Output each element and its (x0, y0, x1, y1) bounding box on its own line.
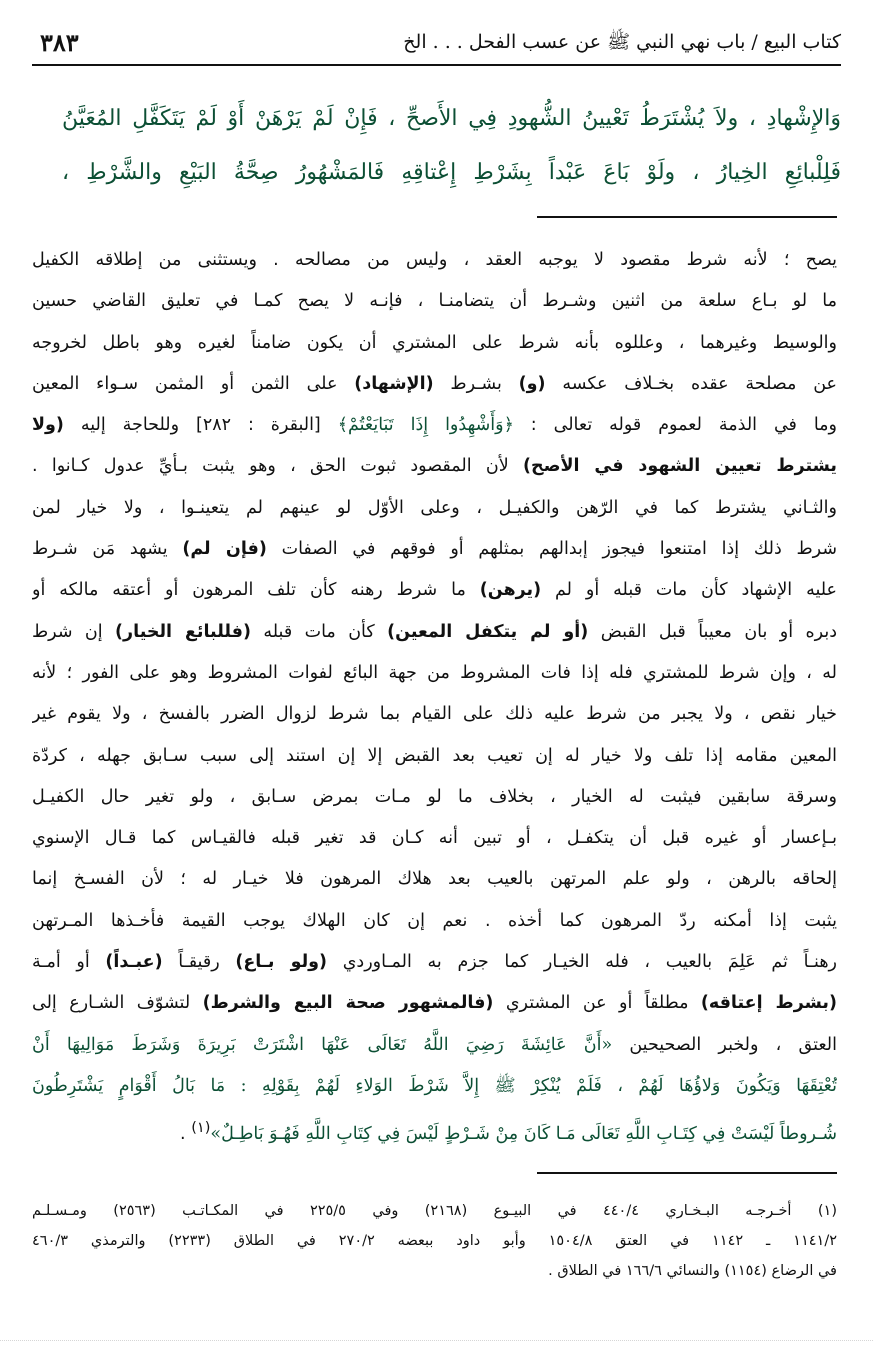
footnote-divider (537, 1172, 837, 1174)
matn-quote: يشترط تعيين الشهود في الأصح) (523, 456, 837, 477)
text-segment: على الثمن أو المثمن سـواء المعين (32, 373, 355, 394)
text-segment: إن شرط (32, 621, 116, 642)
text-segment: المعين مقامه إذا تلف ولا خيار له إن تعيب بعد القبض إلا إن استند إلى سبب سـابق جهله ، كردّة (32, 745, 837, 766)
matn-line: فَلِلْبائِعِ الخِيارُ ، ولَوْ بَاعَ عَبْداً بِشَرْطِ إِعْتاقِهِ فَالمَشْهُورُ صِحَّةُ البَيْعِ والشَّرْطِ ، (62, 160, 841, 185)
text-line (32, 240, 837, 281)
text-segment: لتشوّف الشـارع إلى (32, 993, 203, 1014)
matn-quote: (فإن لم) (182, 539, 267, 560)
matn-quote: (عبـداً) (105, 952, 163, 973)
text-segment: وسرقة سابقين فيثبت له الخيار ، بخلاف ما لو مـات بمرض سـابق ، ولو تغير حال الكفيـل (32, 786, 837, 807)
text-line (32, 1025, 837, 1066)
text-line (32, 653, 837, 694)
text-segment: دبره أو بان معيباً قبل القبض (588, 621, 837, 642)
text-segment: كأن مات قبله (250, 621, 388, 642)
commentary-text (32, 240, 837, 1149)
text-line (32, 942, 837, 983)
text-line (32, 1107, 837, 1148)
running-title: كتاب البيع / باب نهي النبي ﷺ عن عسب الفحل . . . الخ (403, 31, 841, 53)
text-segment: مطلقاً أو عن المشتري (493, 993, 701, 1014)
page-number: ٣٨٣ (40, 28, 79, 57)
text-line (32, 570, 837, 611)
text-segment: أو أمـة (32, 952, 106, 973)
matn-quote: (ولو بـاع) (235, 952, 328, 973)
text-segment: يصح ؛ لأنه شرط مقصود لا يوجبه العقد ، وليس من مصالحه . ويستثنى من إطلاقه الكفيل (32, 250, 837, 270)
text-line (32, 1066, 837, 1107)
text-segment: بـإعسار أو غيره قبل أن يتكفـل ، أو تبين أنه كـان قد تغير قبله فالقيـاس كما قـال الإسنوي (32, 828, 837, 849)
text-line (32, 983, 837, 1024)
text-line (32, 405, 837, 446)
text-segment: عن مصلحة عقده بخـلاف عكسه (545, 373, 837, 394)
scan-edge (0, 1340, 873, 1359)
matn-quote: (فالمشهور صحة البيع والشرط) (202, 993, 494, 1014)
section-divider (537, 216, 837, 218)
matn-quote: (ولا (32, 415, 64, 436)
matn-quote: (الإشهاد) (354, 373, 434, 394)
footnote-line: (١) أخـرجـه البـخـاري ٤٤٠/٤ في البيـوع (٢١٦٨) وفي ٢٢٥/٥ في المكـاتـب (٢٥٦٣) ومـسـلـم (32, 1203, 837, 1219)
text-segment: وما في الذمة لعموم قوله تعالى : (513, 415, 837, 436)
text-line (32, 777, 837, 818)
text-segment: والوسيط وغيرهما ، وعللوه بأنه شرط على المشتري أن يكون ضامناً لغيره وهو باطل لخروجه (32, 332, 837, 353)
text-line (32, 694, 837, 735)
text-segment: العتق ، ولخبر الصحيحين (612, 1034, 837, 1055)
text-segment: يثبت إذا أمكنه ردّ المرهون كما أخذه . نعم إن كان الهلاك يوجب القيمة فأخـذها المـرتهن (32, 910, 837, 931)
footnote-marker[interactable]: (١) (191, 1119, 211, 1137)
matn-text (62, 92, 841, 200)
matn-line: وَالإِشْهادِ ، ولاَ يُشْتَرَطُ تَعْيينُ الشُّهودِ فِي الأَصحِّ ، فَإِنْ لَمْ يَرْهَنْ أَوْ لَمْ يَتَكَفَّلِ المُعَيَّنُ (62, 106, 841, 131)
text-segment: إلحاقه بالرهن ، ولو علم المرتهن بالعيب بعد هلاك المرهون فلا خيـار له ؛ لأن الفسـخ إنما (32, 869, 837, 890)
text-segment: ما لو بـاع سلعة من اثنين وشـرط أن يتضامنـا ، فإنـه لا يصح كمـا في تعليق القاضي حسين (32, 291, 837, 312)
text-segment: ما شرط رهنه كأن تلف المرهون أو أعتقه مالكه أو (32, 580, 480, 601)
text-segment: بشـرط (433, 373, 519, 394)
text-segment: رقيقـاً (162, 952, 236, 973)
text-line (32, 612, 837, 653)
text-line (32, 281, 837, 322)
text-segment: يشهد مَن شـرط (32, 539, 183, 560)
footnote-line: ١١٤١/٢ ـ ١١٤٢ في العتق ١٥٠٤/٨ وأبو داود ببعضه ٢٧٠/٢ في الطلاق (٢٢٣٣) والترمذي ٤٦٠/٣ (32, 1233, 837, 1249)
matn-quote: (فللبائع الخيار) (115, 621, 251, 642)
quran-verse: ﴿وَأَشْهِدُوا إِذَا تَبَايَعْتُمْ﴾ (337, 415, 514, 436)
text-line (32, 818, 837, 859)
matn-quote: (أو لم يتكفل المعين) (387, 621, 589, 642)
text-segment: شرط ذلك إذا امتنعوا فيجوز إبدالهم بمثلهم أو فوقهم في الصفات (266, 539, 837, 560)
text-segment: رهنـاً ثم عَلِمَ بالعيب ، فله الخيـار كما جزم به المـاوردي (327, 952, 837, 973)
matn-quote: (بشرط إعتاقه) (700, 993, 837, 1014)
text-line (32, 859, 837, 900)
text-line (32, 323, 837, 364)
text-line (32, 488, 837, 529)
text-line (32, 901, 837, 942)
text-segment: والثـاني يشترط كما في الرّهن والكفيـل ، وعلى الأوّل لو عينهم لم يتعينـوا ، ولا خيار لمن (32, 497, 837, 518)
matn-quote: (و) (518, 373, 546, 394)
text-line (32, 446, 837, 487)
text-line (32, 529, 837, 570)
page-header (32, 24, 841, 66)
text-segment: عليه الإشهاد كأن مات قبله أو لم (541, 580, 837, 601)
text-segment: لأن المقصود ثبوت الحق ، وهو يثبت بـأيِّ عدول كـانوا . (32, 456, 523, 477)
footnote (32, 1196, 837, 1286)
hadith-quote: «أَنَّ عَائِشَةَ رَضِيَ اللَّهُ تَعَالَى عَنْهَا اشْتَرَتْ بَرِيرَةَ وَشَرَطَ مَوَالِيهَا أَنْ (32, 1034, 613, 1055)
text-segment: [البقرة : ٢٨٢] وللحاجة إليه (63, 415, 338, 436)
text-line (32, 736, 837, 777)
text-segment: له ، وإن شرط للمشتري فله إذا فات المشروط من جهة البائع لفوات المشروط وهو على الفور ؛ لأنه (32, 662, 837, 683)
hadith-quote: تُعْتِقَهَا وَيَكُونَ وَلاؤُهَا لَهُمْ ، فَلَمْ يُنْكِرْ ﷺ إِلاَّ شَرْطَ الوَلاءِ لَهُمْ بِقَوْلِهِ : مَا بَالُ أَقْوَامٍ يَشْتَرِطُونَ (32, 1075, 837, 1096)
matn-quote: (يرهن) (479, 580, 542, 601)
text-segment: . (180, 1124, 192, 1145)
text-segment: خيار نقص ، ولا يجبر من شرط عليه ذلك على القيام بما شرط لزوال الضرر بالفسخ ، ولا يقوم غير (32, 704, 837, 725)
hadith-quote: شُـروطاً لَيْسَتْ فِي كِتَـابِ اللَّهِ تَعَالَى مَـا كَانَ مِنْ شَـرْطٍ لَيْسَ فِي كِتَابِ اللَّهِ فَهُـوَ بَاطِـلٌ» (210, 1124, 837, 1145)
footnote-line: في الرضاع (١١٥٤) والنسائي ١٦٦/٦ في الطلاق . (548, 1263, 837, 1279)
text-line (32, 364, 837, 405)
